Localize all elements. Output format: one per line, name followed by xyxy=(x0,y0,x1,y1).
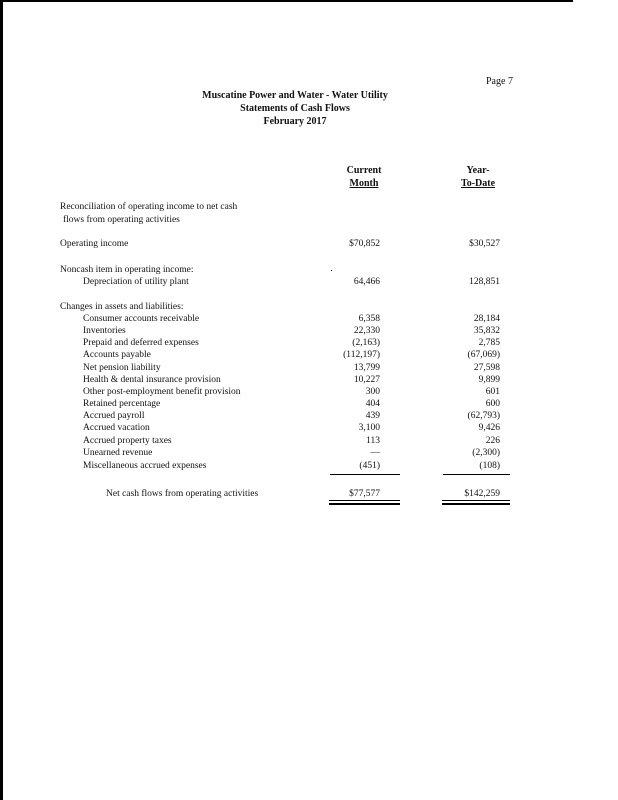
total-rule-current-2 xyxy=(329,503,400,505)
row-ytd: 27,598 xyxy=(473,363,500,373)
total-current: $77,577 xyxy=(349,489,380,499)
page-number: Page 7 xyxy=(486,76,513,87)
column-header-current-line2: Month xyxy=(349,178,379,189)
changes-heading: Changes in assets and liabilities: xyxy=(60,302,184,312)
row-label: Other post-employment benefit provision xyxy=(83,387,241,397)
row-ytd: 9,899 xyxy=(478,375,500,385)
row-ytd: (2,300) xyxy=(472,448,500,458)
row-ytd: 226 xyxy=(485,436,500,446)
scan-border-top xyxy=(0,0,573,2)
row-ytd: $30,527 xyxy=(469,239,500,249)
noncash-heading: Noncash item in operating income: xyxy=(60,265,194,275)
report-period: February 2017 xyxy=(263,116,327,127)
row-label: Unearned revenue xyxy=(83,448,153,458)
row-current: 6,358 xyxy=(358,314,380,324)
row-ytd: (67,069) xyxy=(467,350,500,360)
total-ytd: $142,259 xyxy=(464,489,500,499)
row-current: 22,330 xyxy=(353,326,380,336)
row-current: (451) xyxy=(359,461,380,471)
row-current: 3,100 xyxy=(358,423,380,433)
row-label: Accrued vacation xyxy=(83,423,150,433)
row-label: Depreciation of utility plant xyxy=(83,277,189,287)
total-label: Net cash flows from operating activities xyxy=(106,489,259,499)
subtotal-rule-current xyxy=(330,474,400,475)
row-current: — xyxy=(370,448,380,458)
scan-speck xyxy=(331,270,332,271)
scan-border-left xyxy=(0,0,3,800)
column-header-ytd xyxy=(433,164,523,190)
row-ytd: 35,832 xyxy=(473,326,500,336)
row-label: Accrued payroll xyxy=(83,411,145,421)
row-label: Inventories xyxy=(83,326,126,336)
row-current: 300 xyxy=(365,387,380,397)
subtotal-rule-ytd xyxy=(443,474,510,475)
section-intro-line2: flows from operating activities xyxy=(63,215,180,225)
column-header-ytd-line1: Year- xyxy=(466,165,490,176)
row-ytd: 128,851 xyxy=(469,277,500,287)
row-current: 13,799 xyxy=(353,363,380,373)
column-header-current-line1: Current xyxy=(346,165,382,176)
row-label: Accrued property taxes xyxy=(83,436,172,446)
row-current: 113 xyxy=(366,436,380,446)
total-rule-ytd-1 xyxy=(442,500,510,501)
row-label: Consumer accounts receivable xyxy=(83,314,200,324)
row-ytd: 601 xyxy=(485,387,500,397)
row-current: $70,852 xyxy=(349,239,380,249)
row-label: Retained percentage xyxy=(83,399,161,409)
row-current: (2,163) xyxy=(352,338,380,348)
row-current: 64,466 xyxy=(353,277,380,287)
row-ytd: (62,793) xyxy=(467,411,500,421)
row-label: Miscellaneous accrued expenses xyxy=(83,461,207,471)
row-ytd: 28,184 xyxy=(473,314,500,324)
row-current: (112,197) xyxy=(343,350,380,360)
column-header-current xyxy=(319,164,409,190)
row-label: Prepaid and deferred expenses xyxy=(83,338,199,348)
total-rule-current-1 xyxy=(329,500,400,501)
report-entity: Muscatine Power and Water - Water Utility xyxy=(202,90,388,101)
row-ytd: 2,785 xyxy=(478,338,500,348)
row-label: Operating income xyxy=(60,239,129,249)
row-label: Health & dental insurance provision xyxy=(83,375,221,385)
row-ytd: 9,426 xyxy=(478,423,500,433)
column-header-ytd-line2: To-Date xyxy=(460,178,496,189)
row-current: 10,227 xyxy=(353,375,380,385)
row-ytd: 600 xyxy=(485,399,500,409)
row-label: Accounts payable xyxy=(83,350,151,360)
report-title: Statements of Cash Flows xyxy=(240,103,350,114)
section-intro-line1: Reconciliation of operating income to net cash xyxy=(60,202,238,212)
row-ytd: (108) xyxy=(479,461,500,471)
row-current: 404 xyxy=(365,399,380,409)
row-current: 439 xyxy=(365,411,380,421)
row-label: Net pension liability xyxy=(83,363,161,373)
total-rule-ytd-2 xyxy=(442,503,510,505)
